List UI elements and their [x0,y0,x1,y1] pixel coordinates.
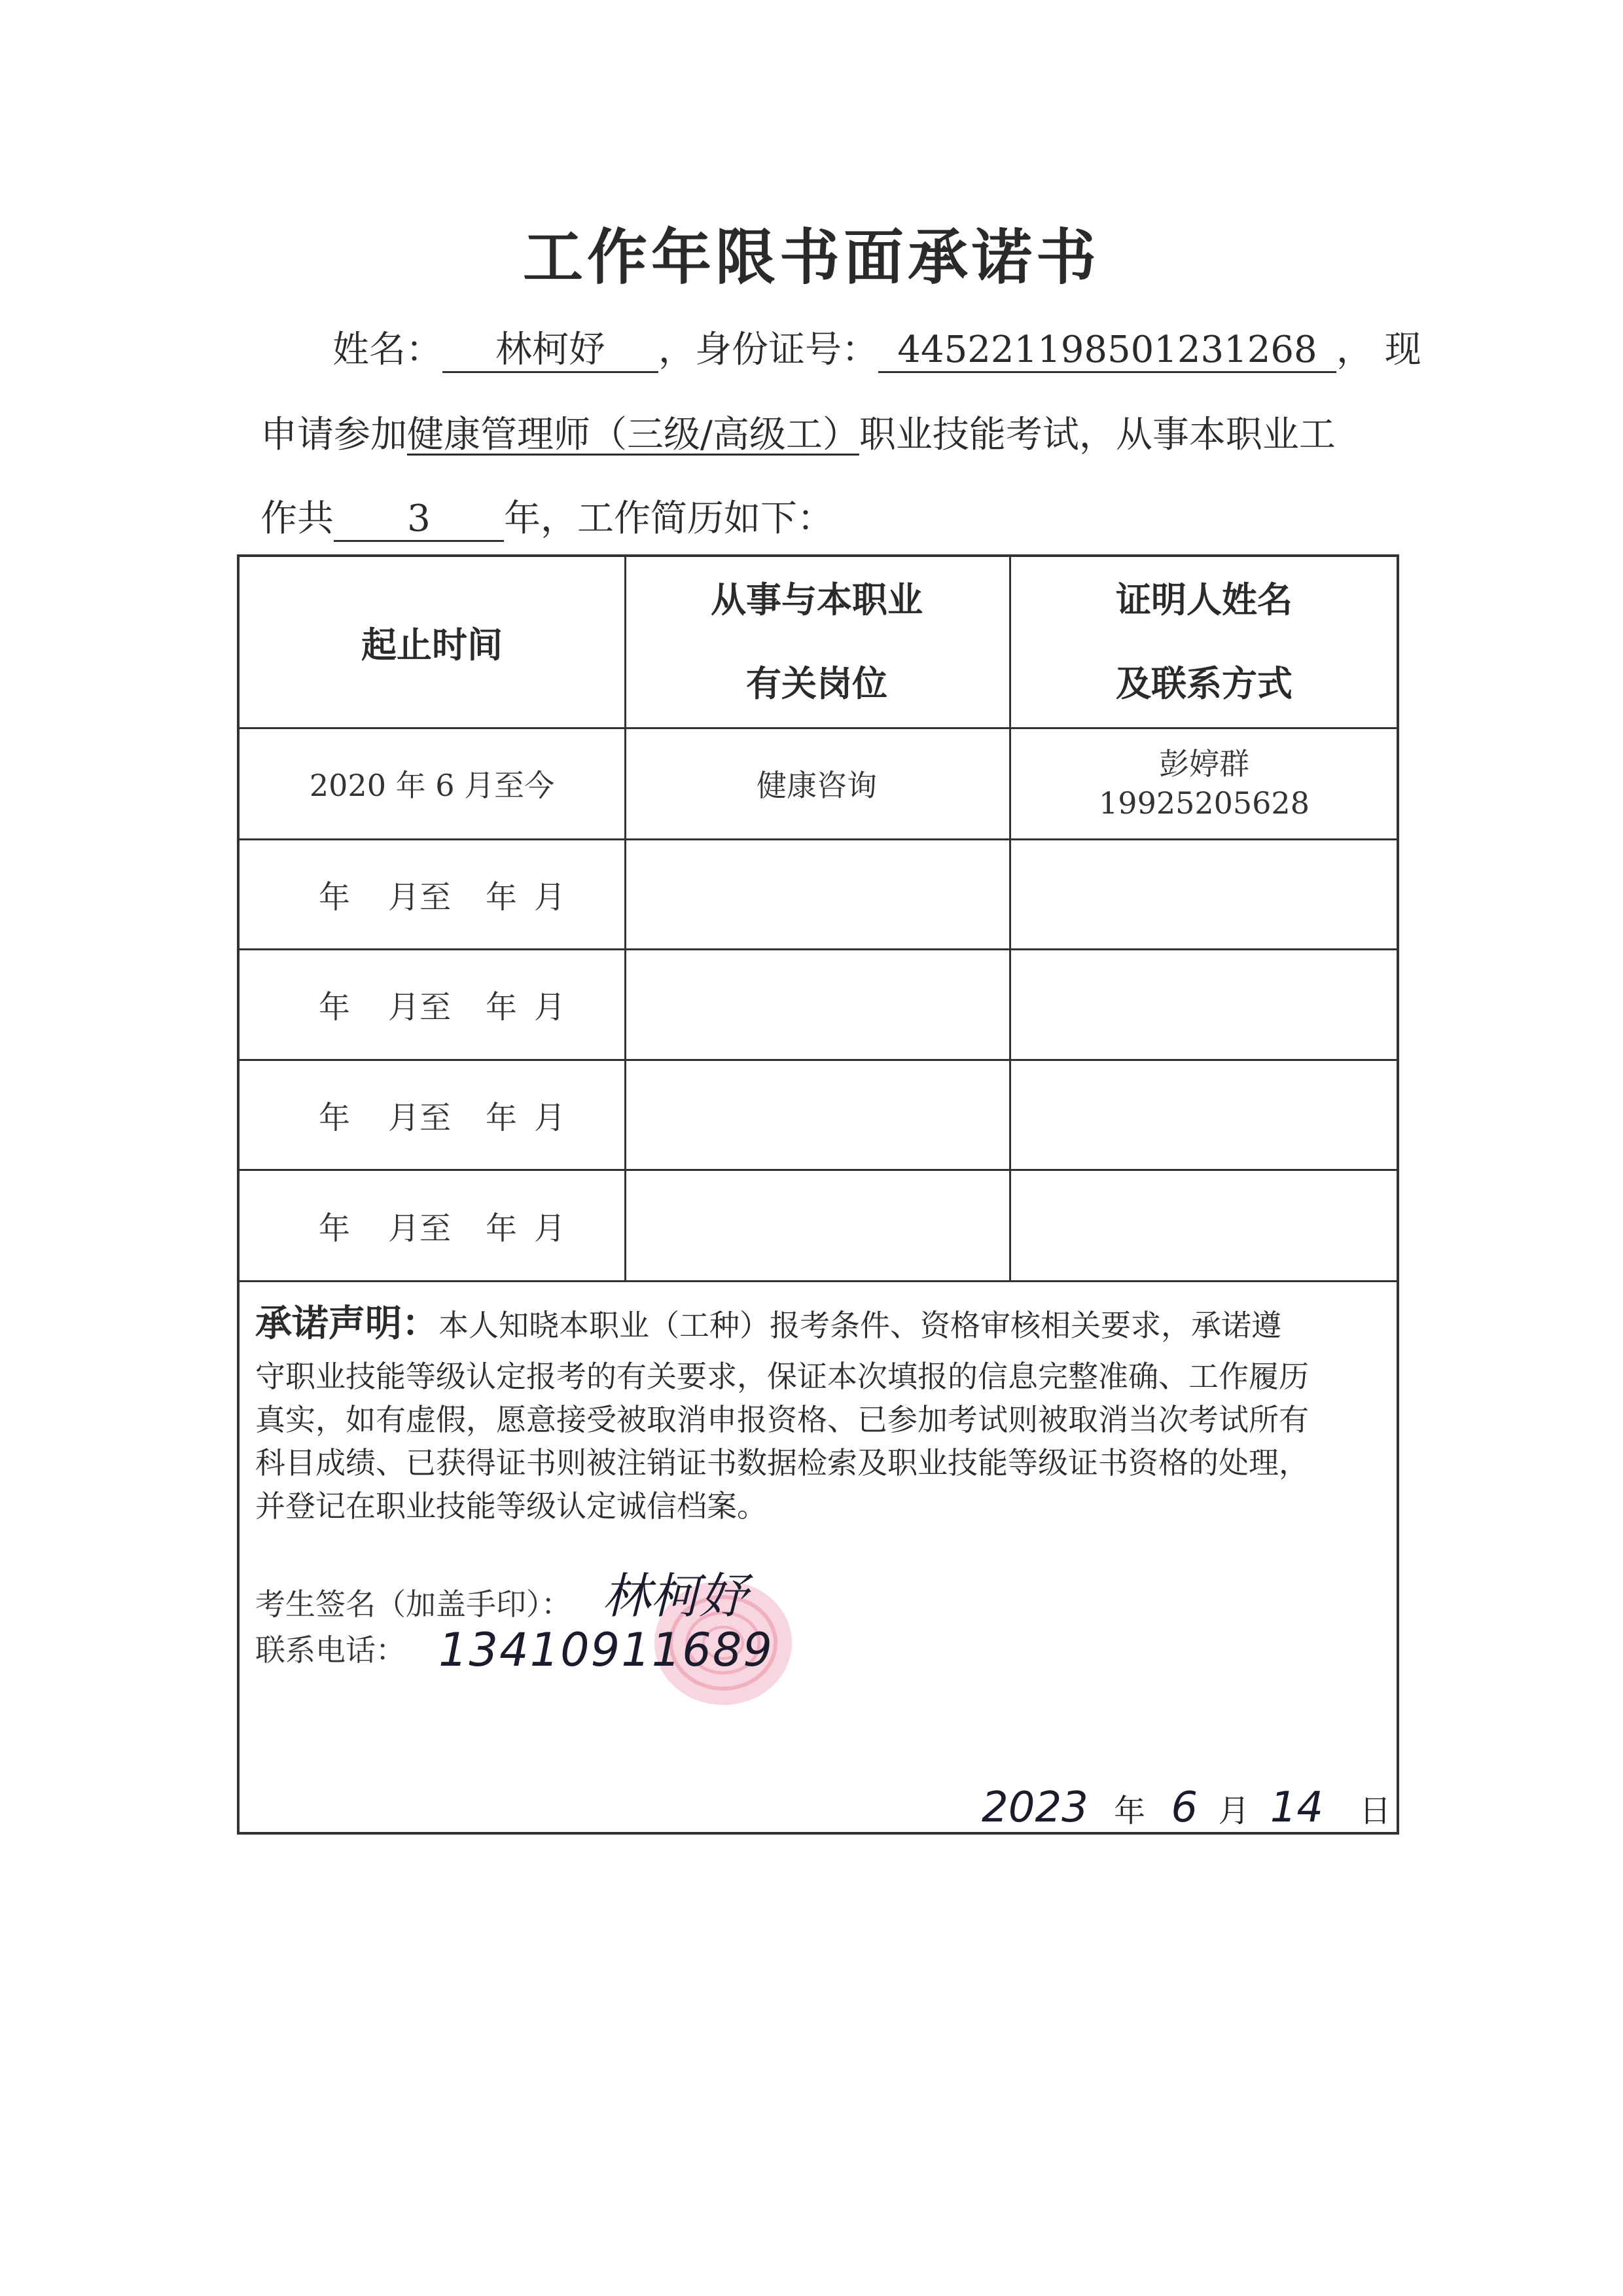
date-year: 2023 [982,1784,1088,1832]
id-label: ，身份证号： [658,329,878,371]
id-number-field: 445221198501231268 [878,329,1336,373]
witness-phone: 19925205628 [1099,785,1310,821]
years-prefix: 作共 [260,497,334,540]
intro-line-1 [332,321,1421,373]
row-1-position: 健康咨询 [757,768,877,803]
declaration-line-3: 真实，如有虚假，愿意接受被取消申报资格、已参加考试则被取消当次考试所有 [255,1402,1309,1437]
phone-label: 联系电话： [255,1632,406,1668]
declaration-block [255,1302,1394,1528]
row-5-period [240,1170,624,1280]
header-period: 起止时间 [361,624,503,666]
exam-name: 健康管理师（三级/高级工） [407,414,859,456]
date-month-unit: 月 [1218,1793,1250,1829]
header-position-line-2: 有关岗位 [746,663,887,704]
row-1-witness [1009,728,1399,838]
row-2-month-2: 月 [533,878,565,916]
row-2-year-1: 年 [318,878,350,916]
row-2-period [240,840,624,948]
signature-label: 考生签名（加盖手印）： [255,1587,571,1622]
years-field: 3 [334,498,504,542]
work-history-table [237,554,1399,1835]
declaration-line-2: 守职业技能等级认定报考的有关要求，保证本次填报的信息完整准确、工作履历 [255,1359,1309,1394]
intro-line-2 [260,406,1336,458]
row-3-year-1: 年 [318,989,350,1026]
row-5-year-1: 年 [318,1210,350,1247]
header-position [624,557,1009,727]
row-4-year-1: 年 [318,1099,350,1136]
date-day-unit: 日 [1359,1793,1391,1829]
row-3-year-2: 年 [485,989,517,1026]
row-5-year-2: 年 [485,1210,517,1247]
row-3-month-2: 月 [533,989,565,1026]
date-line [982,1784,1391,1832]
witness-name: 彭婷群 [1159,746,1249,781]
row-5-month-1: 月至 [387,1210,451,1247]
apply-prefix: 申请参加 [260,414,407,456]
row-2-month-1: 月至 [387,878,451,916]
row-4-month-2: 月 [533,1099,565,1136]
name-label: 姓名： [332,329,442,371]
row-5-month-2: 月 [533,1210,565,1247]
apply-suffix: 职业技能考试，从事本职业工 [859,414,1336,456]
document-title: 工作年限书面承诺书 [522,223,1100,293]
signature-handwritten: 林柯妤 [602,1568,747,1624]
row-2-year-2: 年 [485,878,517,916]
row-3-month-1: 月至 [387,989,451,1026]
row-4-year-2: 年 [485,1099,517,1136]
header-witness [1009,557,1399,727]
declaration-line-4: 科目成绩、已获得证书则被注销证书数据检索及职业技能等级证书资格的处理， [255,1445,1309,1480]
date-month: 6 [1171,1784,1198,1832]
row-4-period [240,1060,624,1169]
declaration-label: 承诺声明： [255,1302,438,1345]
intro-line-3 [260,490,834,542]
date-day: 14 [1270,1784,1324,1832]
row-4-month-1: 月至 [387,1099,451,1136]
row-1-period: 2020 年 6 月至今 [309,768,555,803]
intro-line-1-end: ， 现 [1336,329,1421,371]
date-year-unit: 年 [1114,1793,1146,1829]
phone-handwritten: 13410911689 [438,1623,774,1677]
header-position-line-1: 从事与本职业 [711,579,923,620]
declaration-line-1: 本人知晓本职业（工种）报考条件、资格审核相关要求，承诺遵 [438,1308,1281,1343]
row-3-period [240,950,624,1059]
header-witness-line-1: 证明人姓名 [1116,579,1293,620]
declaration-line-5: 并登记在职业技能等级认定诚信档案。 [255,1488,767,1524]
name-field: 林柯妤 [442,329,658,373]
years-suffix: 年，工作简历如下： [504,497,834,540]
header-witness-line-2: 及联系方式 [1116,663,1293,704]
